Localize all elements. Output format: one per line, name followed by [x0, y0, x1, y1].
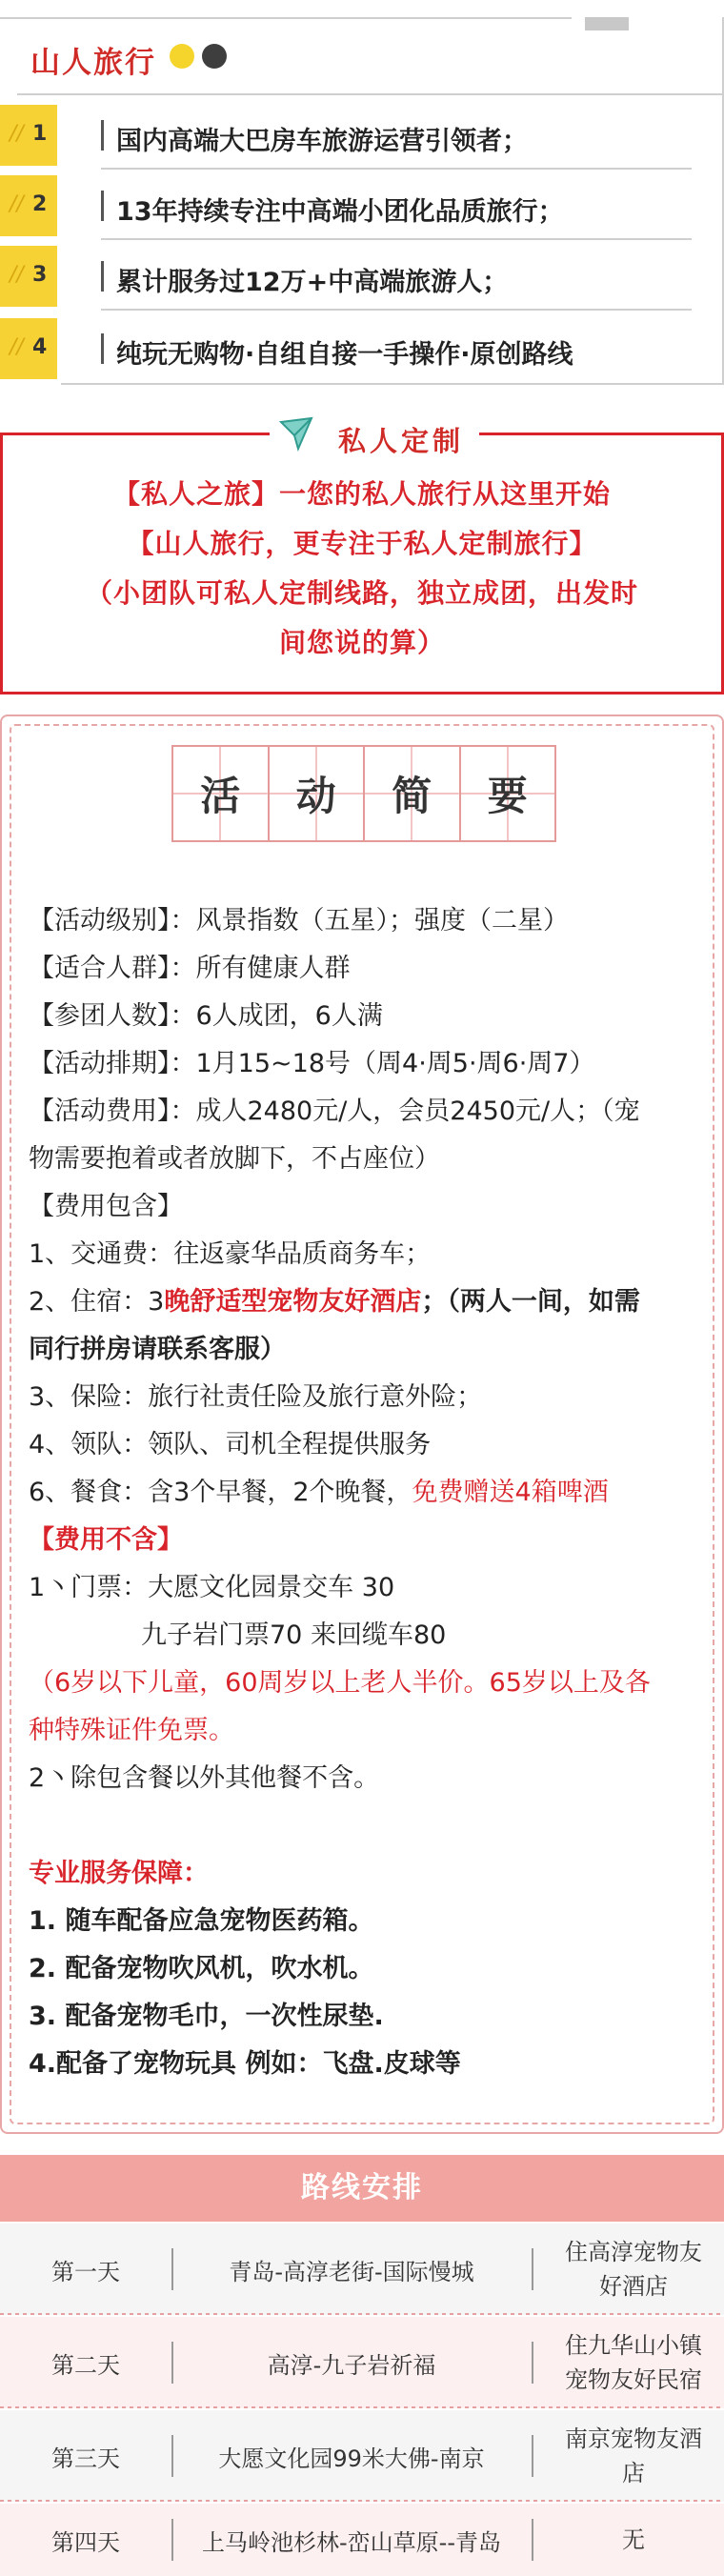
- title-char: 动: [295, 773, 336, 819]
- excluded-item: 2丶除包含餐以外其他餐不含。: [29, 1763, 380, 1793]
- number-tag: // 3: [0, 246, 57, 307]
- number-tag: // 1: [0, 105, 57, 166]
- included-item: 3、保险：旅行社责任险及旅行意外险；: [29, 1382, 483, 1412]
- intro-item: [0, 105, 724, 166]
- day-cell: 第一天: [51, 2258, 120, 2285]
- route-row: [0, 2504, 724, 2576]
- route-row: [0, 2317, 724, 2408]
- included-item: 6、餐食：含3个早餐，2个晚餐，免费赠送4箱啤酒: [29, 1478, 609, 1507]
- fee-line: 物需要抱着或者放脚下，不占座位）: [29, 1144, 440, 1174]
- yellow-dot-icon: [170, 44, 194, 69]
- route-cell: 高淳-九子岩祈福: [267, 2351, 436, 2379]
- dark-dot-icon: [202, 44, 227, 69]
- intro-item-text: 累计服务过12万+中高端旅游人；: [116, 268, 509, 297]
- custom-lines: [22, 470, 702, 668]
- route-row: [0, 2410, 724, 2502]
- stay-cell: 无: [622, 2526, 645, 2553]
- included-heading: 【费用包含】: [29, 1192, 183, 1221]
- custom-line: 【私人之旅】一您的私人旅行从这里开始: [112, 478, 611, 510]
- paper-plane-icon: [277, 414, 315, 453]
- intro-item: [0, 246, 724, 307]
- route-section: [0, 2155, 724, 2576]
- target-crowd: 【适合人群】：所有健康人群: [29, 954, 351, 983]
- divider: [101, 309, 692, 311]
- included-item: 1、交通费：往返豪华品质商务车；: [29, 1239, 432, 1269]
- custom-heading: 私人定制: [338, 425, 465, 457]
- intro-item-text: 国内高端大巴房车旅游运营引领者；: [116, 127, 528, 156]
- custom-line: 【山人旅行，更专注于私人定制旅行】: [127, 528, 597, 559]
- private-custom-section: [0, 425, 724, 694]
- route-cell: 大愿文化园99米大佛-南京: [218, 2445, 485, 2472]
- service-item: 4.配备了宠物玩具 例如：飞盘.皮球等: [29, 2049, 461, 2079]
- service-item: 2. 配备宠物吹风机，吹水机。: [29, 1954, 374, 1983]
- intro-item: [0, 175, 724, 236]
- title-char: 活: [200, 773, 241, 819]
- route-cell: 青岛-高淳老街-国际慢城: [229, 2258, 474, 2285]
- title-char: 要: [487, 773, 528, 819]
- day-cell: 第二天: [51, 2351, 120, 2379]
- stay-cell: 住九华山小镇宠物友好民宿: [565, 2332, 702, 2393]
- number-tag: // 2: [0, 175, 57, 236]
- fee-line: 【活动费用】：成人2480元/人，会员2450元/人；（宠: [29, 1097, 640, 1126]
- custom-line: 间您说的算）: [278, 627, 445, 658]
- divider: [101, 168, 692, 170]
- included-item: 同行拼房请联系客服）: [29, 1335, 286, 1364]
- day-cell: 第四天: [51, 2528, 120, 2556]
- bar-icon: [101, 261, 104, 292]
- bar-icon: [101, 191, 104, 221]
- activity-level: 【活动级别】：风景指数（五星）；强度（二星）: [29, 906, 569, 936]
- brand-title: 山人旅行: [30, 46, 156, 80]
- divider: [101, 238, 692, 240]
- bar-icon: [101, 120, 104, 151]
- excluded-note: （6岁以下儿童，60周岁以上老人半价。65岁以上及各: [29, 1668, 651, 1698]
- included-item: 4、领队：领队、司机全程提供服务: [29, 1430, 432, 1459]
- number-tag: // 4: [0, 318, 57, 379]
- group-size: 【参团人数】：6人成团，6人满: [29, 1001, 383, 1031]
- excluded-heading: 【费用不含】: [29, 1525, 183, 1555]
- intro-item-text: 13年持续专注中高端小团化品质旅行；: [116, 197, 564, 227]
- route-cell: 上马岭池杉林-峦山草原--青岛: [202, 2528, 501, 2556]
- summary-title: [171, 745, 556, 842]
- intro-item-text: 纯玩无购物·自组自接一手操作·原创路线: [116, 340, 573, 370]
- title-char: 简: [392, 773, 432, 819]
- route-heading: 路线安排: [0, 2155, 724, 2222]
- custom-line: （小团队可私人定制线路，独立成团，出发时: [85, 577, 638, 609]
- intro-section: [0, 0, 724, 391]
- excluded-item: 九子岩门票70 来回缆车80: [141, 1620, 447, 1650]
- intro-item: [0, 318, 724, 379]
- excluded-note: 种特殊证件免票。: [29, 1716, 234, 1745]
- excluded-item: 1丶门票：大愿文化园景交车 30: [29, 1573, 395, 1602]
- bar-icon: [101, 333, 104, 364]
- summary-details: [29, 897, 705, 2088]
- activity-summary-section: [0, 714, 724, 2134]
- day-cell: 第三天: [51, 2445, 120, 2472]
- title-divider: [17, 93, 724, 95]
- stay-cell: 南京宠物友酒店: [565, 2425, 702, 2486]
- service-item: 3. 配备宠物毛巾，一次性尿垫.: [29, 2002, 384, 2031]
- included-item: 2、住宿：3晚舒适型宠物友好酒店；（两人一间，如需: [29, 1287, 640, 1317]
- service-item: 1. 随车配备应急宠物医药箱。: [29, 1906, 374, 1936]
- service-heading: 专业服务保障：: [29, 1859, 209, 1888]
- schedule: 【活动排期】：1月15~18号（周4·周5·周6·周7）: [29, 1049, 595, 1078]
- route-row: [0, 2224, 724, 2315]
- stay-cell: 住高淳宠物友好酒店: [565, 2239, 702, 2300]
